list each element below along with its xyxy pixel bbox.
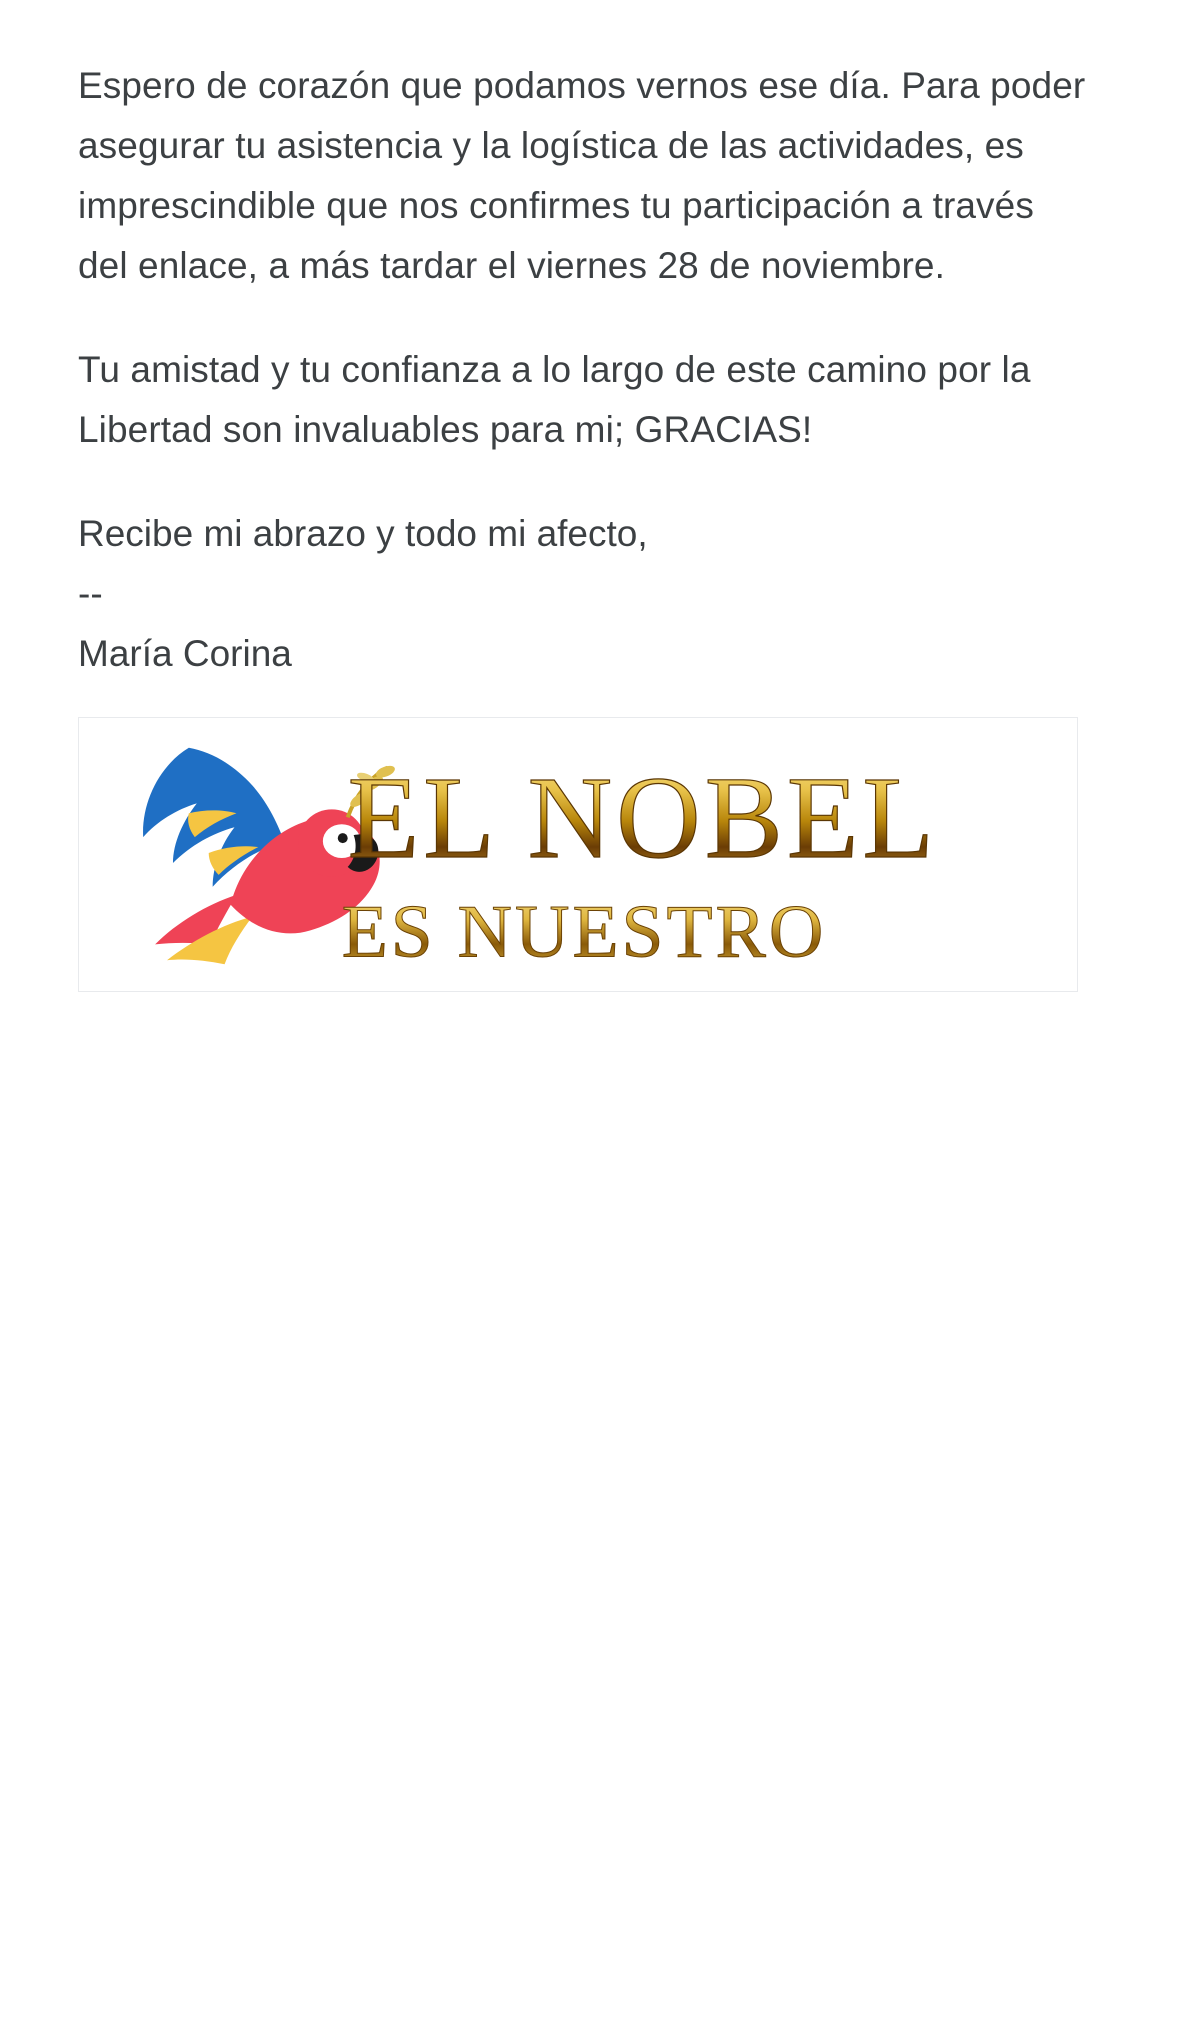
signature-name: María Corina <box>78 632 292 674</box>
paragraph-confirmacion: Espero de corazón que podamos vernos ese día. Para poder asegurar tu asistencia y la logística de las actividades, es imprescindible que nos confirmes tu participación a través del enlace, a más tardar el viernes 28 de noviembre. <box>78 65 1086 286</box>
signature-block <box>78 504 1101 684</box>
logo-title-line-2: ES NUESTRO <box>341 890 827 974</box>
macaw-eye <box>338 834 348 844</box>
logo-title-line-1: EL NOBEL <box>347 754 938 884</box>
paragraph-agradecimiento: Tu amistad y tu confianza a lo largo de este camino por la Libertad son invaluables para mi; GRACIAS! <box>78 348 1031 450</box>
content-bottom-space <box>78 992 1101 1632</box>
signature-closing: Recibe mi abrazo y todo mi afecto, <box>78 512 648 554</box>
signature-logo-image <box>78 717 1078 992</box>
el-nobel-logo-svg <box>79 718 1077 991</box>
logo-inner <box>79 718 1077 991</box>
signature-separator: -- <box>78 572 103 614</box>
